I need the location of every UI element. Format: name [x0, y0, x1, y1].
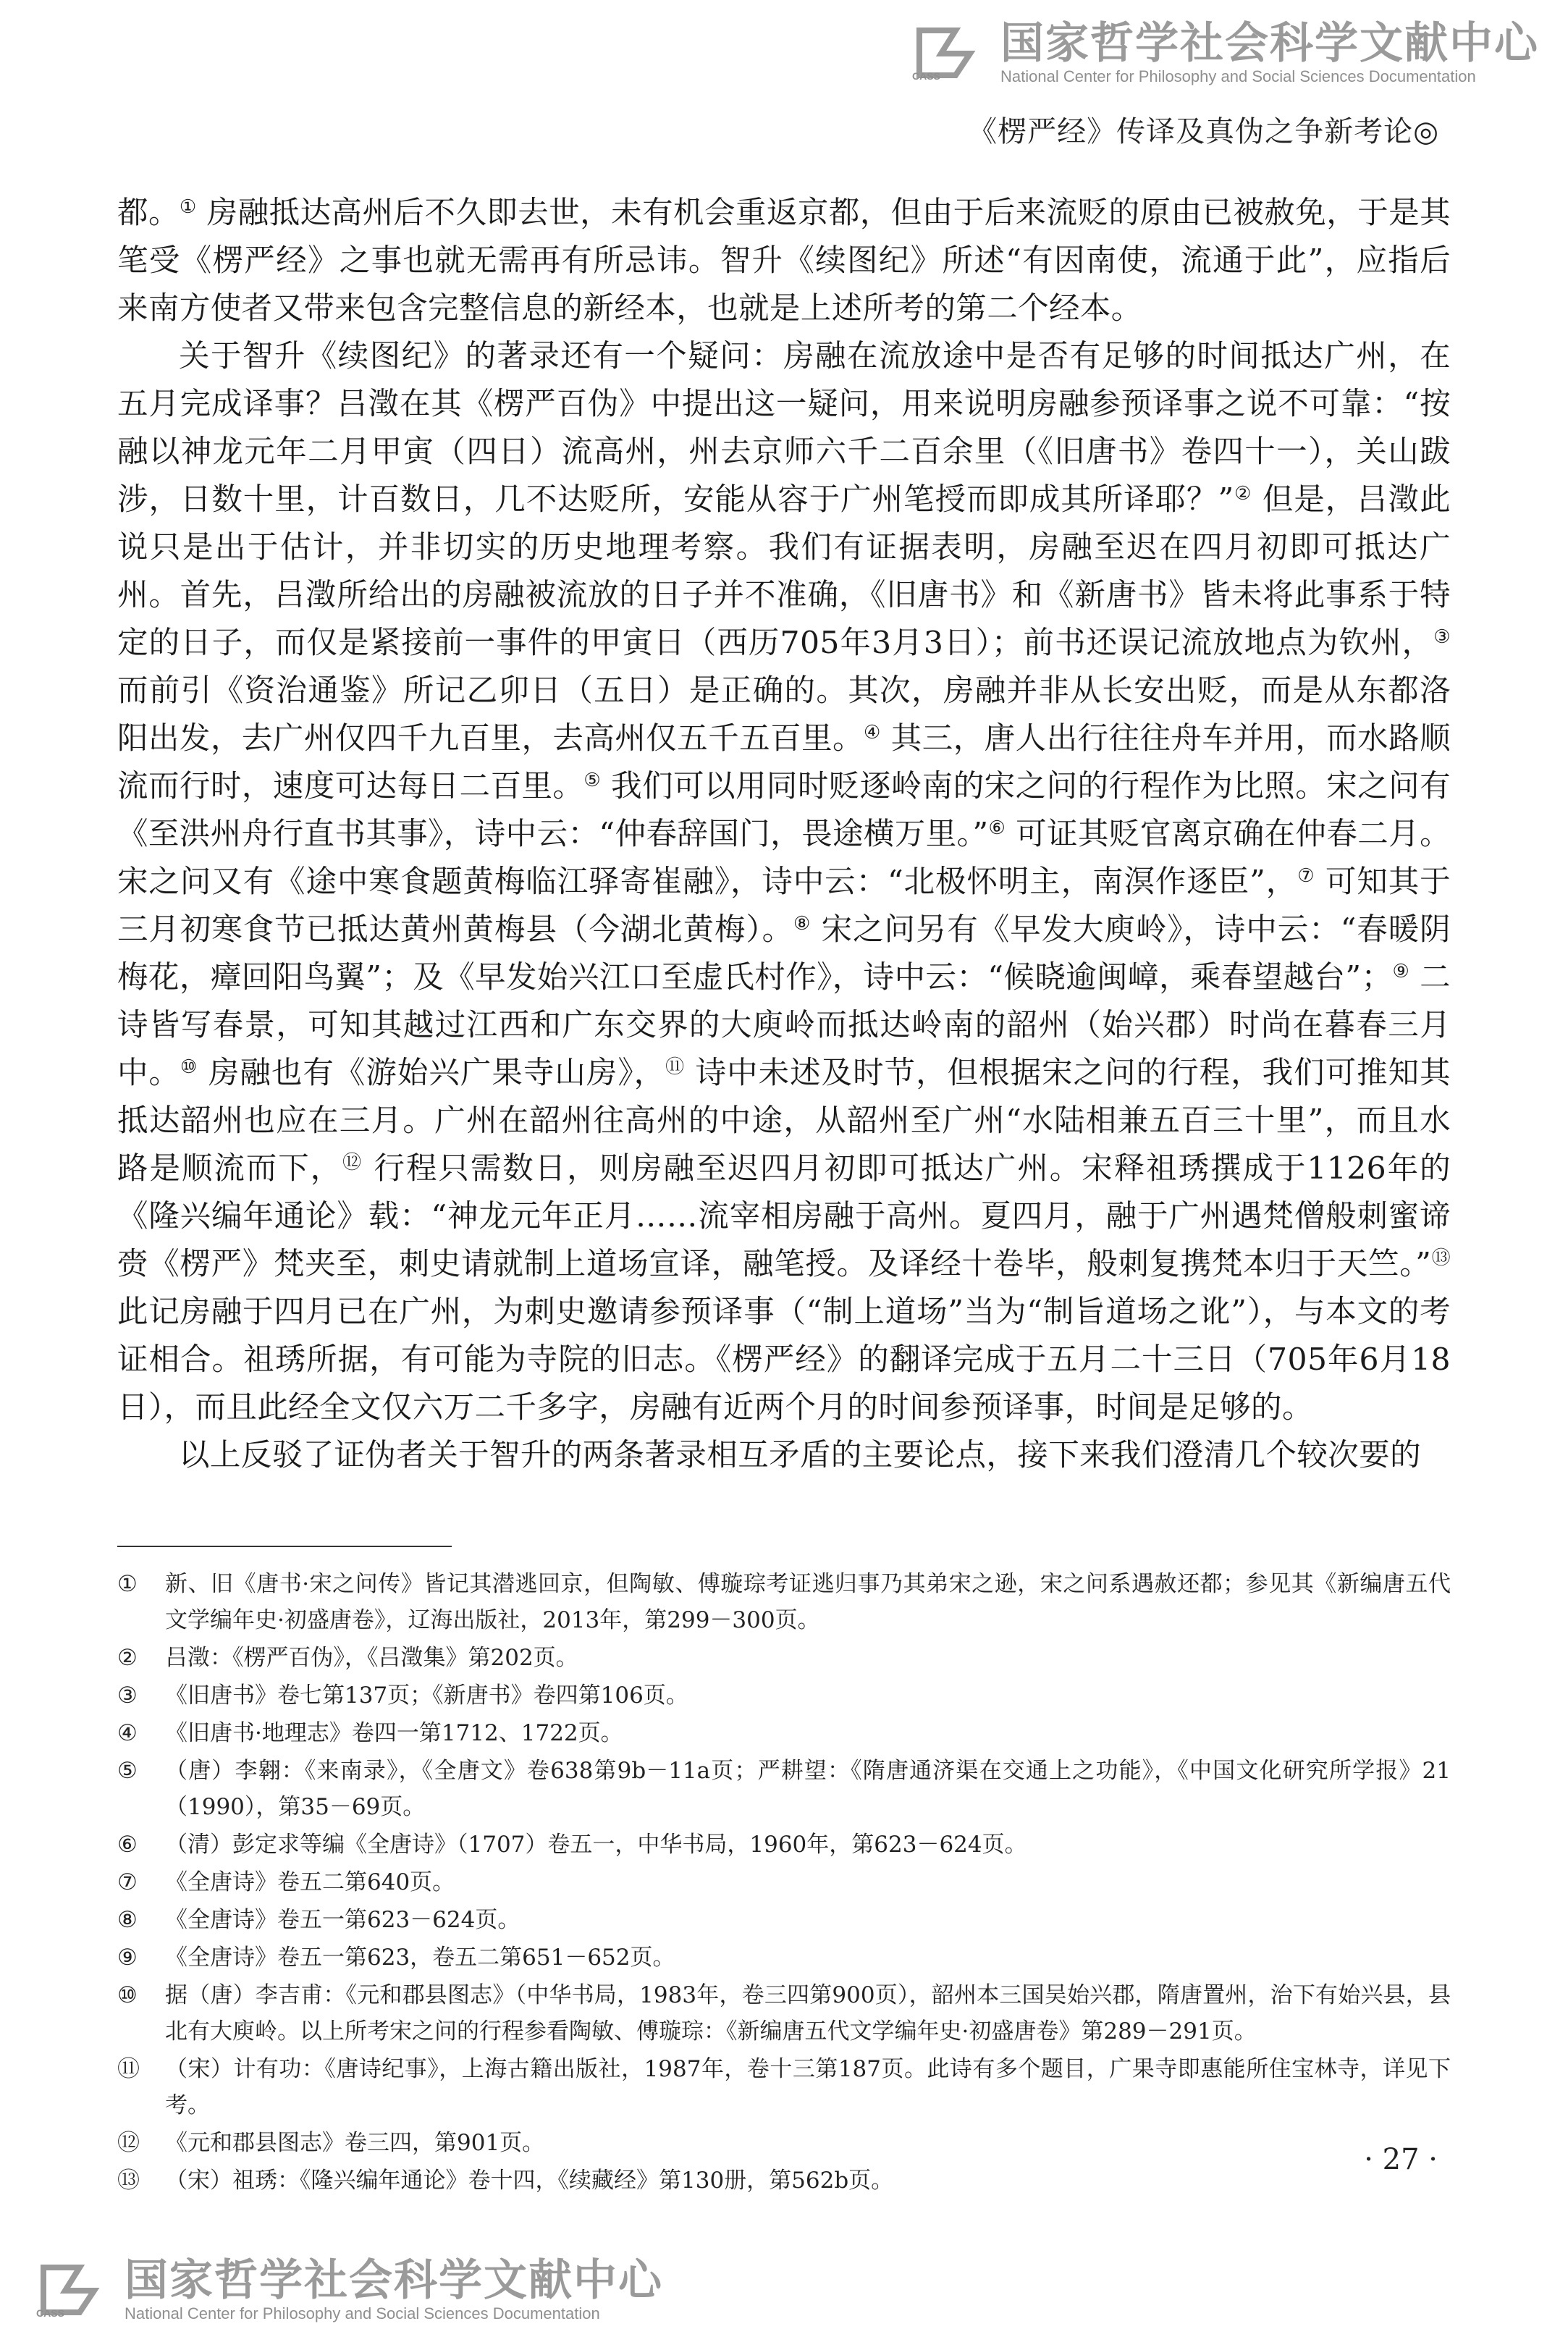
header-logo: [905, 20, 1539, 85]
footnote-ref: ⑧: [793, 913, 812, 935]
text-run: 房融抵达高州后不久即去世，未有机会重返京都，但由于后来流贬的原由已被赦免，于是其笔受《楞严经》之事也就无需再有所忌讳。智升《续图纪》所述“有因南使，流通于此”，应指后来南方使者又带来包含完整信息的新经本，也就是上述所考的第二个经本。: [117, 195, 1451, 327]
logo-title-cn: 国家哲学社会科学文献中心: [125, 2255, 663, 2306]
footnote-text: （宋）祖琇：《隆兴编年通论》卷十四，《续藏经》第130册，第562b页。: [165, 2168, 894, 2194]
text-run: 我们可以用同时贬逐岭南的宋之问的行程作为比照。宋之问有《至洪州舟行直书其事》，诗中云：“仲春辞国门，畏途横万里。”: [117, 769, 1451, 852]
footnote-divider: [117, 1546, 452, 1547]
logo-title-en: National Center for Philosophy and Social Sciences Documentation: [1000, 67, 1476, 85]
footnote-text: （清）彭定求等编《全唐诗》（1707）卷五一，中华书局，1960年，第623－624页。: [165, 1832, 1027, 1858]
footnote-item: [117, 1864, 1451, 1900]
footnote-number: ⑦: [117, 1869, 138, 1895]
logo-mark-icon: [905, 25, 992, 81]
footnote-number: ⑤: [117, 1758, 138, 1784]
footnote-ref: ⑩: [180, 1056, 198, 1078]
footnote-ref: ①: [179, 196, 197, 218]
footnote-ref: ④: [864, 722, 881, 744]
main-text: [117, 190, 1451, 1480]
paragraph: [117, 190, 1451, 333]
footnote-number: ①: [117, 1571, 138, 1597]
footnote-number: ⑬: [117, 2168, 140, 2194]
footer-logo: [29, 2257, 663, 2322]
running-head: 《楞严经》传译及真伪之争新考论◎: [968, 115, 1439, 148]
footnote-text: 《旧唐书》卷七第137页；《新唐书》卷四第106页。: [165, 1683, 688, 1709]
text-run: 二诗皆写春景，可知其越过江西和广东交界的大庾岭而抵达岭南的韶州（始兴郡）时尚在暮春三月中。: [117, 960, 1451, 1091]
footnote-text: 《元和郡县图志》卷三四，第901页。: [165, 2130, 545, 2156]
footnote-text: 《全唐诗》卷五二第640页。: [165, 1869, 455, 1895]
footnotes: [117, 1566, 1451, 2200]
footnote-number: ⑫: [117, 2130, 140, 2156]
text-run: 诗中未述及时节，但根据宋之问的行程，我们可推知其抵达韶州也应在三月。广州在韶州往高州的中途，从韶州至广州“水陆相兼五百三十里”，而且水路是顺流而下，: [117, 1056, 1451, 1187]
footnote-text: 新、旧《唐书·宋之问传》皆记其潜逃回京，但陶敏、傅璇琮考证逃归事乃其弟宋之逊，宋之问系遇赦还都；参见其《新编唐五代文学编年史·初盛唐卷》，辽海出版社，2013年，第299－300页。: [165, 1571, 1451, 1633]
logo-title-en: National Center for Philosophy and Social Sciences Documentation: [125, 2304, 600, 2322]
footnote-item: [117, 2125, 1451, 2161]
footnote-item: [117, 2051, 1451, 2123]
footnote-ref: ⑬: [1431, 1247, 1451, 1269]
footnote-number: ⑥: [117, 1832, 138, 1858]
footnote-ref: ②: [1234, 483, 1252, 505]
logo-abbr: CASS: [912, 70, 940, 81]
page-number: · 27 ·: [1364, 2143, 1438, 2176]
text-run: 此记房融于四月已在广州，为刺史邀请参预译事（“制上道场”当为“制旨道场之讹”），与本文的考证相合。祖琇所据，有可能为寺院的旧志。《楞严经》的翻译完成于五月二十三日（705年6月18日），而且此经全文仅六万二千多字，房融有近两个月的时间参预译事，时间是足够的。: [117, 1294, 1451, 1425]
footnote-number: ⑩: [117, 1982, 138, 2008]
footnote-number: ③: [117, 1683, 138, 1709]
footnote-item: [117, 1715, 1451, 1751]
footnote-number: ⑧: [117, 1907, 138, 1933]
footnote-item: [117, 1827, 1451, 1863]
footnote-ref: ⑦: [1297, 865, 1315, 887]
footnote-text: 吕澂：《楞严百伪》，《吕澂集》第202页。: [165, 1645, 578, 1671]
footnote-item: [117, 1566, 1451, 1638]
footnote-ref: ⑤: [583, 770, 602, 791]
footnote-item: [117, 2162, 1451, 2199]
text-run: 关于智升《续图纪》的著录还有一个疑问：房融在流放途中是否有足够的时间抵达广州，在五月完成译事？吕澂在其《楞严百伪》中提出这一疑问，用来说明房融参预译事之说不可靠：“按融以神龙元年二月甲寅（四日）流高州，州去京师六千二百余里（《旧唐书》卷四十一），关山跋涉，日数十里，计百数日，几不达贬所，安能从容于广州笔授而即成其所译耶？”: [117, 339, 1451, 518]
footnote-ref: ⑨: [1392, 961, 1410, 982]
footnote-item: [117, 1940, 1451, 1976]
text-run: 其三，唐人出行往往舟车并用，而水路顺流而行时，速度可达每日二百里。: [117, 721, 1451, 804]
text-run: 可知其于三月初寒食节已抵达黄州黄梅县（今湖北黄梅）。: [117, 864, 1451, 948]
footnote-ref: ③: [1433, 626, 1451, 648]
footnote-item: [117, 1902, 1451, 1938]
text-run: 但是，吕澂此说只是出于估计，并非切实的历史地理考察。我们有证据表明，房融至迟在四月初即可抵达广州。首先，吕澂所给出的房融被流放的日子并不准确，《旧唐书》和《新唐书》皆未将此事系于特定的日子，而仅是紧接前一事件的甲寅日（西历705年3月3日）；前书还误记流放地点为钦州，: [117, 482, 1451, 661]
footnote-ref: ⑫: [342, 1152, 363, 1174]
footnote-item: [117, 1977, 1451, 2050]
logo-mark-icon: [29, 2262, 116, 2318]
footnote-text: 《全唐诗》卷五一第623，卷五二第651－652页。: [165, 1945, 675, 1971]
footnote-text: （宋）计有功：《唐诗纪事》，上海古籍出版社，1987年，卷十三第187页。此诗有多个题目，广果寺即惠能所住宝林寺，详见下考。: [165, 2056, 1451, 2118]
footnote-item: [117, 1753, 1451, 1825]
footnote-item: [117, 1677, 1451, 1714]
footnote-text: （唐）李翱：《来南录》，《全唐文》卷638第9b－11a页；严耕望：《隋唐通济渠在交通上之功能》，《中国文化研究所学报》21（1990），第35－69页。: [165, 1758, 1451, 1820]
text-run: 行程只需数日，则房融至迟四月初即可抵达广州。宋释祖琇撰成于1126年的《隆兴编年通论》载：“神龙元年正月……流宰相房融于高州。夏四月，融于广州遇梵僧般刺蜜谛赍《楞严》梵夹至，刺史请就制上道场宣译，融笔授。及译经十卷毕，般刺复携梵本归于天竺。”: [117, 1151, 1451, 1282]
footnote-item: [117, 1640, 1451, 1676]
logo-abbr: CASS: [36, 2307, 64, 2318]
footnote-number: ②: [117, 1645, 138, 1671]
text-run: 宋之问另有《早发大庾岭》，诗中云：“春暖阴梅花，瘴回阳鸟翼”；及《早发始兴江口至虚氏村作》，诗中云：“候晓逾闽嶂，乘春望越台”；: [117, 912, 1451, 995]
footnote-ref: ⑪: [665, 1056, 686, 1078]
footnote-ref: ⑥: [988, 817, 1006, 839]
text-run: 都。: [117, 195, 180, 231]
logo-title-cn: 国家哲学社会科学文献中心: [1000, 18, 1539, 69]
text-run: 以上反驳了证伪者关于智升的两条著录相互矛盾的主要论点，接下来我们澄清几个较次要的: [179, 1438, 1422, 1473]
text-run: 房融也有《游始兴广果寺山房》，: [198, 1056, 666, 1091]
text-run: 而前引《资治通鉴》所记乙卯日（五日）是正确的。其次，房融并非从长安出贬，而是从东都洛阳出发，去广州仅四千九百里，去高州仅五千五百里。: [117, 673, 1451, 757]
text-run: 可证其贬官离京确在仲春二月。宋之问又有《途中寒食题黄梅临江驿寄崔融》，诗中云：“北极怀明主，南溟作逐臣”，: [117, 817, 1451, 900]
paragraph: [117, 1432, 1451, 1480]
paragraph: [117, 333, 1451, 1432]
footnote-number: ⑨: [117, 1945, 138, 1971]
footnote-text: 《旧唐书·地理志》卷四一第1712、1722页。: [165, 1720, 623, 1746]
footnote-number: ④: [117, 1720, 138, 1746]
footnote-text: 《全唐诗》卷五一第623－624页。: [165, 1907, 520, 1933]
footnote-text: 据（唐）李吉甫：《元和郡县图志》（中华书局，1983年，卷三四第900页），韶州本三国吴始兴郡，隋唐置州，治下有始兴县，县北有大庾岭。以上所考宋之问的行程参看陶敏、傅璇琮：《新编唐五代文学编年史·初盛唐卷》第289－291页。: [165, 1982, 1451, 2044]
footnote-number: ⑪: [117, 2056, 140, 2082]
